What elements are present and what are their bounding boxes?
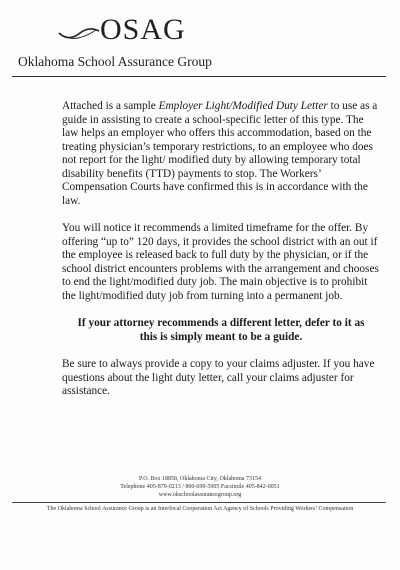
intro-text-start: Attached is a sample (62, 100, 159, 112)
osag-logo (58, 10, 186, 50)
intro-text-rest: to use as a guide in assisting to create a school-specific letter of this type. The law helps an employer who offers this accommodation, based on the treating physician’s temporary restrictions, to an employee who does not report for the light/ modified duty by allowing temporary total disability benefits (TTD) payments to stop. The Workers’ Compensation Courts have confirmed this is in accordance with the law. (62, 100, 378, 207)
attorney-note-line-1: If your attorney recommends a different letter, defer to it as (77, 317, 365, 329)
logo-text: OSAG (100, 13, 186, 46)
footer-agency-note: The Oklahoma School Assurance Group is an Interlocal Cooperation Act Agency of Schools Providing Workers’ Compensation (46, 506, 354, 512)
paragraph-timeframe: You will notice it recommends a limited timeframe for the offer. By offering “up to” 120 days, it provides the school district with an out if the employee is released back to full duty by the physician, or if the school district encounters problems with the arrangement and chooses to end the light/modified duty job. The main objective is to prohibit the light/modified duty job from turning into a permanent job. (62, 222, 379, 302)
header-divider (12, 76, 386, 77)
attorney-note-line-2: this is simply meant to be a guide. (139, 330, 303, 343)
paragraph-attorney-note (62, 317, 380, 344)
footer-phones: Telephone 405-879-0213 / 800-699-5905 Facsimile 405-842-0051 (120, 484, 280, 490)
footer-divider (12, 502, 386, 503)
paragraph-intro (62, 100, 380, 208)
letter-title-italic: Employer Light/Modified Duty Letter (158, 100, 328, 112)
swoosh-icon (58, 18, 100, 42)
organization-name: Oklahoma School Assurance Group (18, 54, 212, 69)
paragraph-adjuster: Be sure to always provide a copy to your claims adjuster. If you have questions about the light duty letter, call your claims adjuster for assistance. (62, 358, 375, 397)
footer-website: www.okschoolassurancegroup.org (158, 492, 242, 498)
letter-body (62, 100, 380, 413)
footer-contact (0, 475, 400, 499)
footer-address: P.O. Box 18858, Oklahoma City, Oklahoma 73154 (139, 476, 261, 482)
